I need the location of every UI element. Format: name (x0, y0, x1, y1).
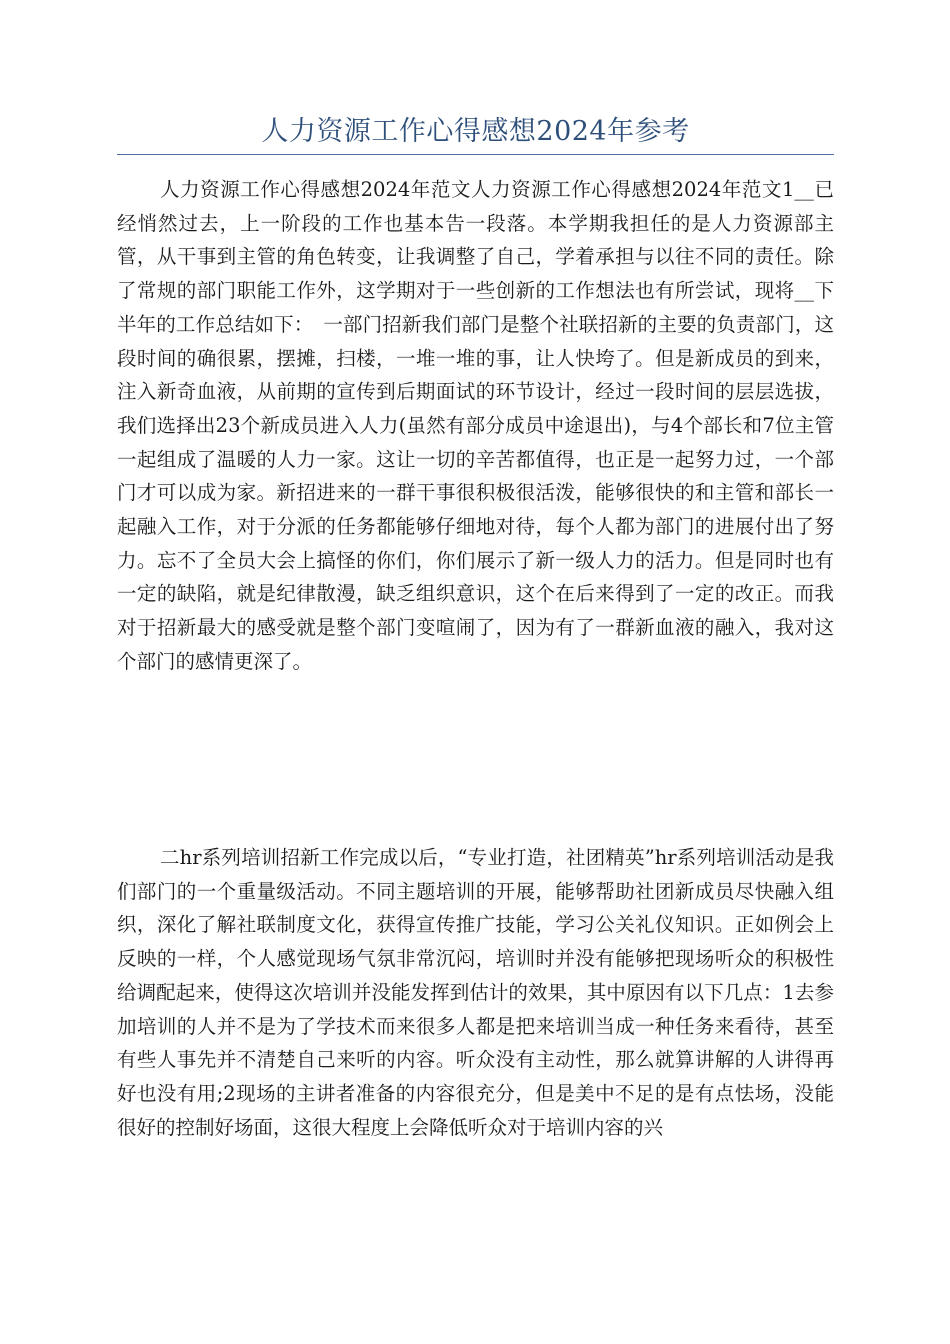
document-title: 人力资源工作心得感想2024年参考 (261, 116, 690, 147)
body-paragraph: 人力资源工作心得感想2024年范文人力资源工作心得感想2024年范文1__已经悄然过去，上一阶段的工作也基本告一段落。本学期我担任的是人力资源部主管，从干事到主管的角色转变，让我调整了自己，学着承担与以往不同的责任。除了常规的部门职能工作外，这学期对于一些创新的工作想法也有所尝试，现将__下半年的工作总结如下： 一部门招新我们部门是整个社联招新的主要的负责部门，这段时间的确很累，摆摊，扫楼，一堆一堆的事，让人快垮了。但是新成员的到来，注入新奇血液，从前期的宣传到后期面试的环节设计，经过一段时间的层层选拔，我们选择出23个新成员进入人力(虽然有部分成员中途退出)，与4个部长和7位主管一起组成了温暖的人力一家。这让一切的辛苦都值得，也正是一起努力过，一个部门才可以成为家。新招进来的一群干事很积极很活泼，能够很快的和主管和部长一起融入工作，对于分派的任务都能够仔细地对待，每个人都为部门的进展付出了努力。忘不了全员大会上搞怪的你们，你们展示了新一级人力的活力。但是同时也有一定的缺陷，就是纪律散漫，缺乏组织意识，这个在后来得到了一定的改正。而我对于招新最大的感受就是整个部门变喧闹了，因为有了一群新血液的融入，我对这个部门的感情更深了。 (117, 178, 834, 673)
body-paragraph: 二hr系列培训招新工作完成以后，“专业打造，社团精英”hr系列培训活动是我们部门的一个重量级活动。不同主题培训的开展，能够帮助社团新成员尽快融入组织，深化了解社联制度文化，获得宣传推广技能，学习公关礼仪知识。正如例会上反映的一样，个人感觉现场气氛非常沉闷，培训时并没有能够把现场听众的积极性给调配起来，使得这次培训并没能发挥到估计的效果，其中原因有以下几点：1去参加培训的人并不是为了学技术而来很多人都是把来培训当成一种任务来看待，甚至有些人事先并不清楚自己来听的内容。听众没有主动性，那么就算讲解的人讲得再好也没有用;2现场的主讲者准备的内容很充分，但是美中不足的是有点怯场，没能很好的控制好场面，这很大程度上会降低听众对于培训内容的兴 (117, 846, 834, 1139)
title-underline (117, 154, 834, 155)
